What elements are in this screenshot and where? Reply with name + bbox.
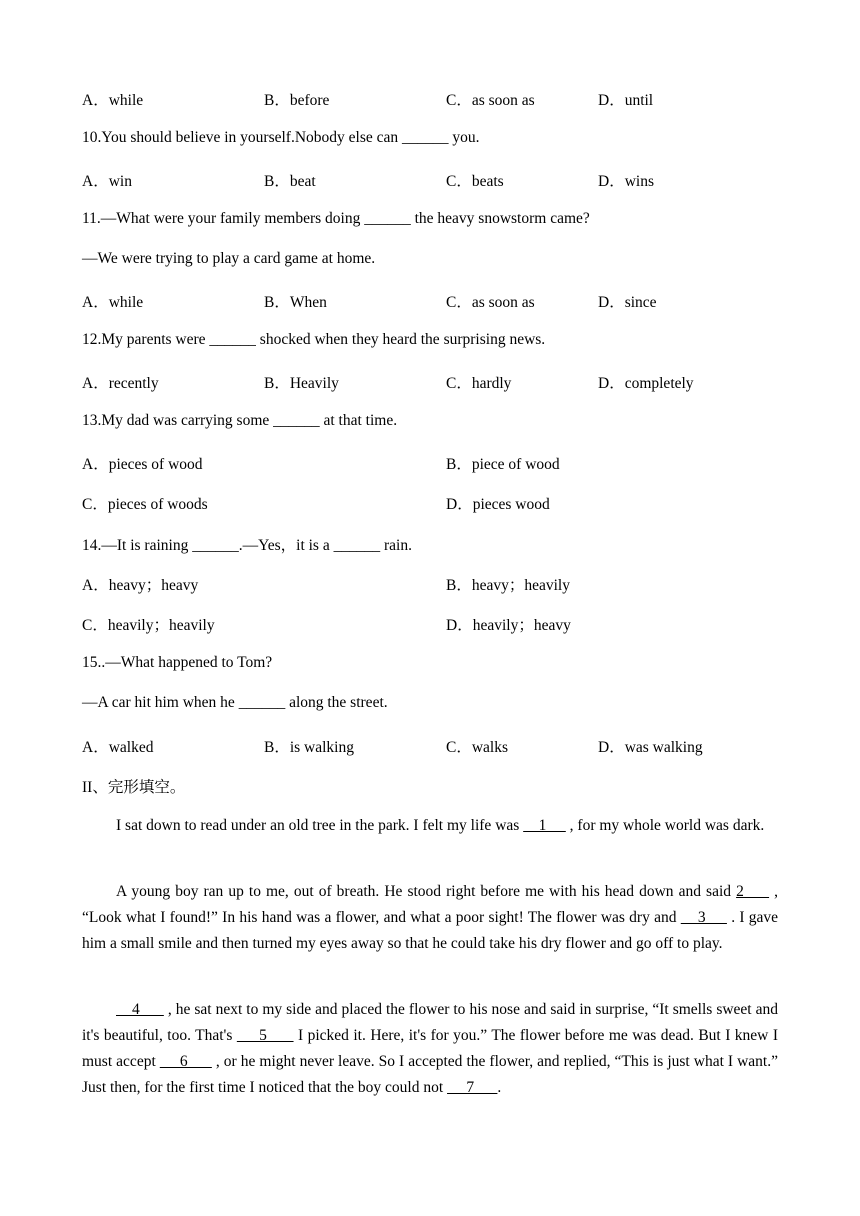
blank-3: 3 bbox=[680, 909, 727, 926]
q13-option-a: A．pieces of wood bbox=[82, 456, 203, 473]
q9-option-a: A．while bbox=[82, 92, 144, 109]
q14-stem: 14.—It is raining ______.—Yes，it is a ______ rain. bbox=[82, 537, 412, 554]
passage-paragraph-3 bbox=[82, 997, 778, 1101]
q13-option-d: D．pieces wood bbox=[446, 496, 550, 513]
q12-stem: 12.My parents were ______ shocked when they heard the surprising news. bbox=[82, 331, 546, 348]
q12-option-b: B．Heavily bbox=[264, 375, 339, 392]
q10-option-a: A．win bbox=[82, 173, 132, 190]
section-heading: II、完形填空。 bbox=[82, 779, 186, 796]
q10-stem: 10.You should believe in yourself.Nobody else can ______ you. bbox=[82, 129, 480, 146]
q15-option-c: C．walks bbox=[446, 739, 509, 756]
passage-text: , or he might never leave. So I accepted the flower, and replied, “This is just what I want.” Just then, for the first time I noticed that the boy could not bbox=[82, 1053, 778, 1096]
blank-5: 5 bbox=[236, 1027, 294, 1044]
blank-1: 1 bbox=[523, 817, 566, 834]
q15-option-b: B．is walking bbox=[264, 739, 354, 756]
q15-option-a: A．walked bbox=[82, 739, 154, 756]
q12-option-d: D．completely bbox=[598, 375, 694, 392]
q12-option-c: C．hardly bbox=[446, 375, 512, 392]
passage-paragraph-2 bbox=[82, 879, 778, 957]
blank-7: 7 bbox=[447, 1079, 498, 1096]
q14-option-d: D．heavily；heavy bbox=[446, 617, 571, 634]
q14-option-a: A．heavy；heavy bbox=[82, 577, 199, 594]
passage-paragraph-1 bbox=[82, 813, 778, 839]
q11-option-d: D．since bbox=[598, 294, 657, 311]
q11-option-c: C．as soon as bbox=[446, 294, 535, 311]
blank-4: 4 bbox=[116, 1001, 164, 1018]
passage-text: . bbox=[497, 1079, 502, 1096]
q15-stem: 15..—What happened to Tom? bbox=[82, 654, 273, 671]
passage-text: , he sat next to my side and placed the flower to his nose and said in surprise, “It smells sweet and it's beautiful, too. That's bbox=[82, 1001, 778, 1044]
q13-option-b: B．piece of wood bbox=[446, 456, 560, 473]
q11-option-b: B．When bbox=[264, 294, 327, 311]
passage-text: I picked it. Here, it's for you.” The flower before me was dead. But I knew I must accept bbox=[82, 1027, 778, 1070]
q10-option-c: C．beats bbox=[446, 173, 504, 190]
passage-text: . I gave him a small smile and then turned my eyes away so that he could take his dry flower and go off to play. bbox=[82, 909, 779, 952]
q10-option-b: B．beat bbox=[264, 173, 316, 190]
q13-stem: 13.My dad was carrying some ______ at that time. bbox=[82, 412, 398, 429]
q10-option-d: D．wins bbox=[598, 173, 654, 190]
q15-answer-line: —A car hit him when he ______ along the street. bbox=[82, 694, 388, 711]
passage-text: A young boy ran up to me, out of breath. He stood right before me with his head down and said bbox=[116, 883, 737, 900]
q13-option-c: C．pieces of woods bbox=[82, 496, 208, 513]
q14-option-b: B．heavy；heavily bbox=[446, 577, 570, 594]
q9-option-b: B．before bbox=[264, 92, 330, 109]
q14-option-c: C．heavily；heavily bbox=[82, 617, 215, 634]
q15-option-d: D．was walking bbox=[598, 739, 703, 756]
passage-text: I sat down to read under an old tree in the park. I felt my life was bbox=[116, 817, 524, 834]
q9-option-d: D．until bbox=[598, 92, 654, 109]
passage-text: , “Look what I found!” In his hand was a flower, and what a poor sight! The flower was dry and bbox=[82, 883, 779, 926]
q11-answer-line: —We were trying to play a card game at home. bbox=[82, 250, 376, 267]
q12-option-a: A．recently bbox=[82, 375, 159, 392]
blank-6: 6 bbox=[159, 1053, 212, 1070]
blank-2: 2 bbox=[736, 883, 770, 900]
q11-option-a: A．while bbox=[82, 294, 144, 311]
q11-stem: 11.—What were your family members doing ______ the heavy snowstorm came? bbox=[82, 210, 590, 227]
q9-option-c: C．as soon as bbox=[446, 92, 535, 109]
passage-text: , for my whole world was dark. bbox=[565, 817, 765, 834]
